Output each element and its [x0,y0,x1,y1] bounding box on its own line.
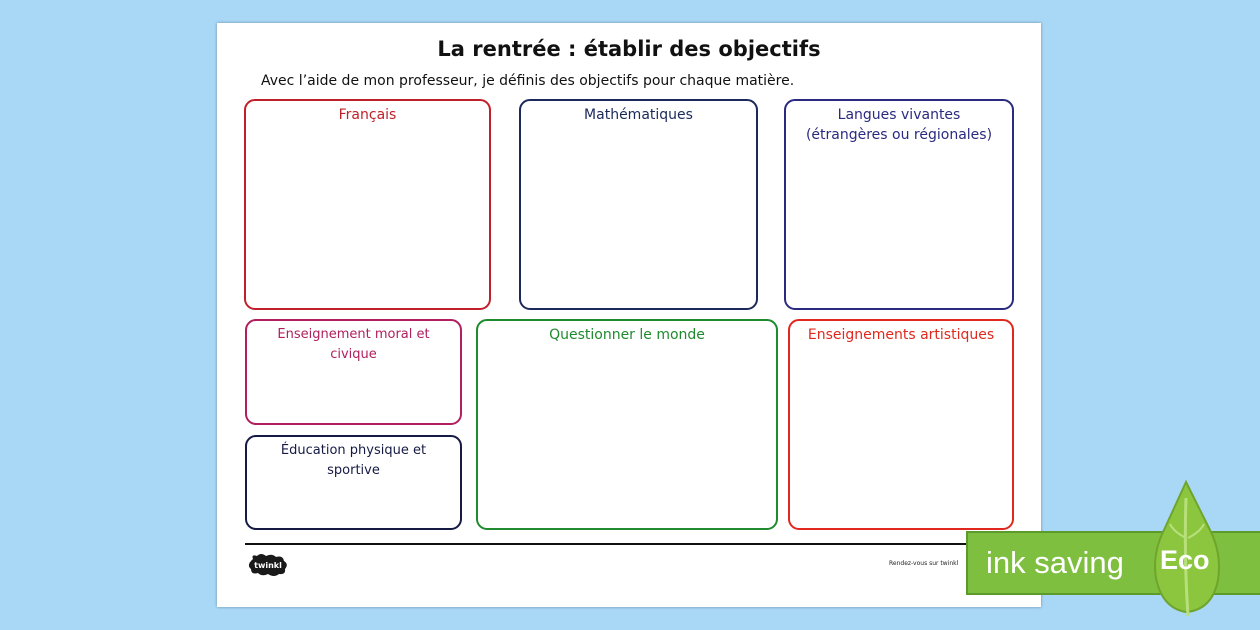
ink-saving-text: ink saving [986,545,1124,580]
box-mathematiques [519,99,758,310]
twinkl-logo-icon [247,553,289,577]
box-education-physique-label: Éducation physique et sportive [280,443,427,478]
box-questionner-le-monde-label: Questionner le monde [549,327,705,343]
footer-divider [245,543,1013,545]
box-francais [244,99,491,310]
twinkl-logo-text: twinkl [254,561,282,570]
box-langues-vivantes [784,99,1014,310]
worksheet-subtitle: Avec l’aide de mon professeur, je définis des objectifs pour chaque matière. [261,73,795,89]
box-enseignement-moral-label: Enseignement moral et civique [277,327,430,362]
box-mathematiques-label: Mathématiques [584,107,693,123]
worksheet-title: La rentrée : établir des objectifs [437,37,821,61]
box-enseignements-artistiques-label: Enseignements artistiques [807,327,995,343]
worksheet-page [217,23,1041,607]
eco-label: Eco [1160,545,1210,575]
box-education-physique [245,435,462,530]
footer-text: Rendez-vous sur twinkl [889,560,959,567]
twinkl-logo [247,553,289,575]
box-langues-vivantes-label: Langues vivantes (étrangères ou régionales) [805,107,993,143]
box-enseignement-moral [245,319,462,425]
box-enseignements-artistiques [788,319,1014,530]
box-francais-label: Français [338,107,397,123]
box-questionner-le-monde [476,319,778,530]
